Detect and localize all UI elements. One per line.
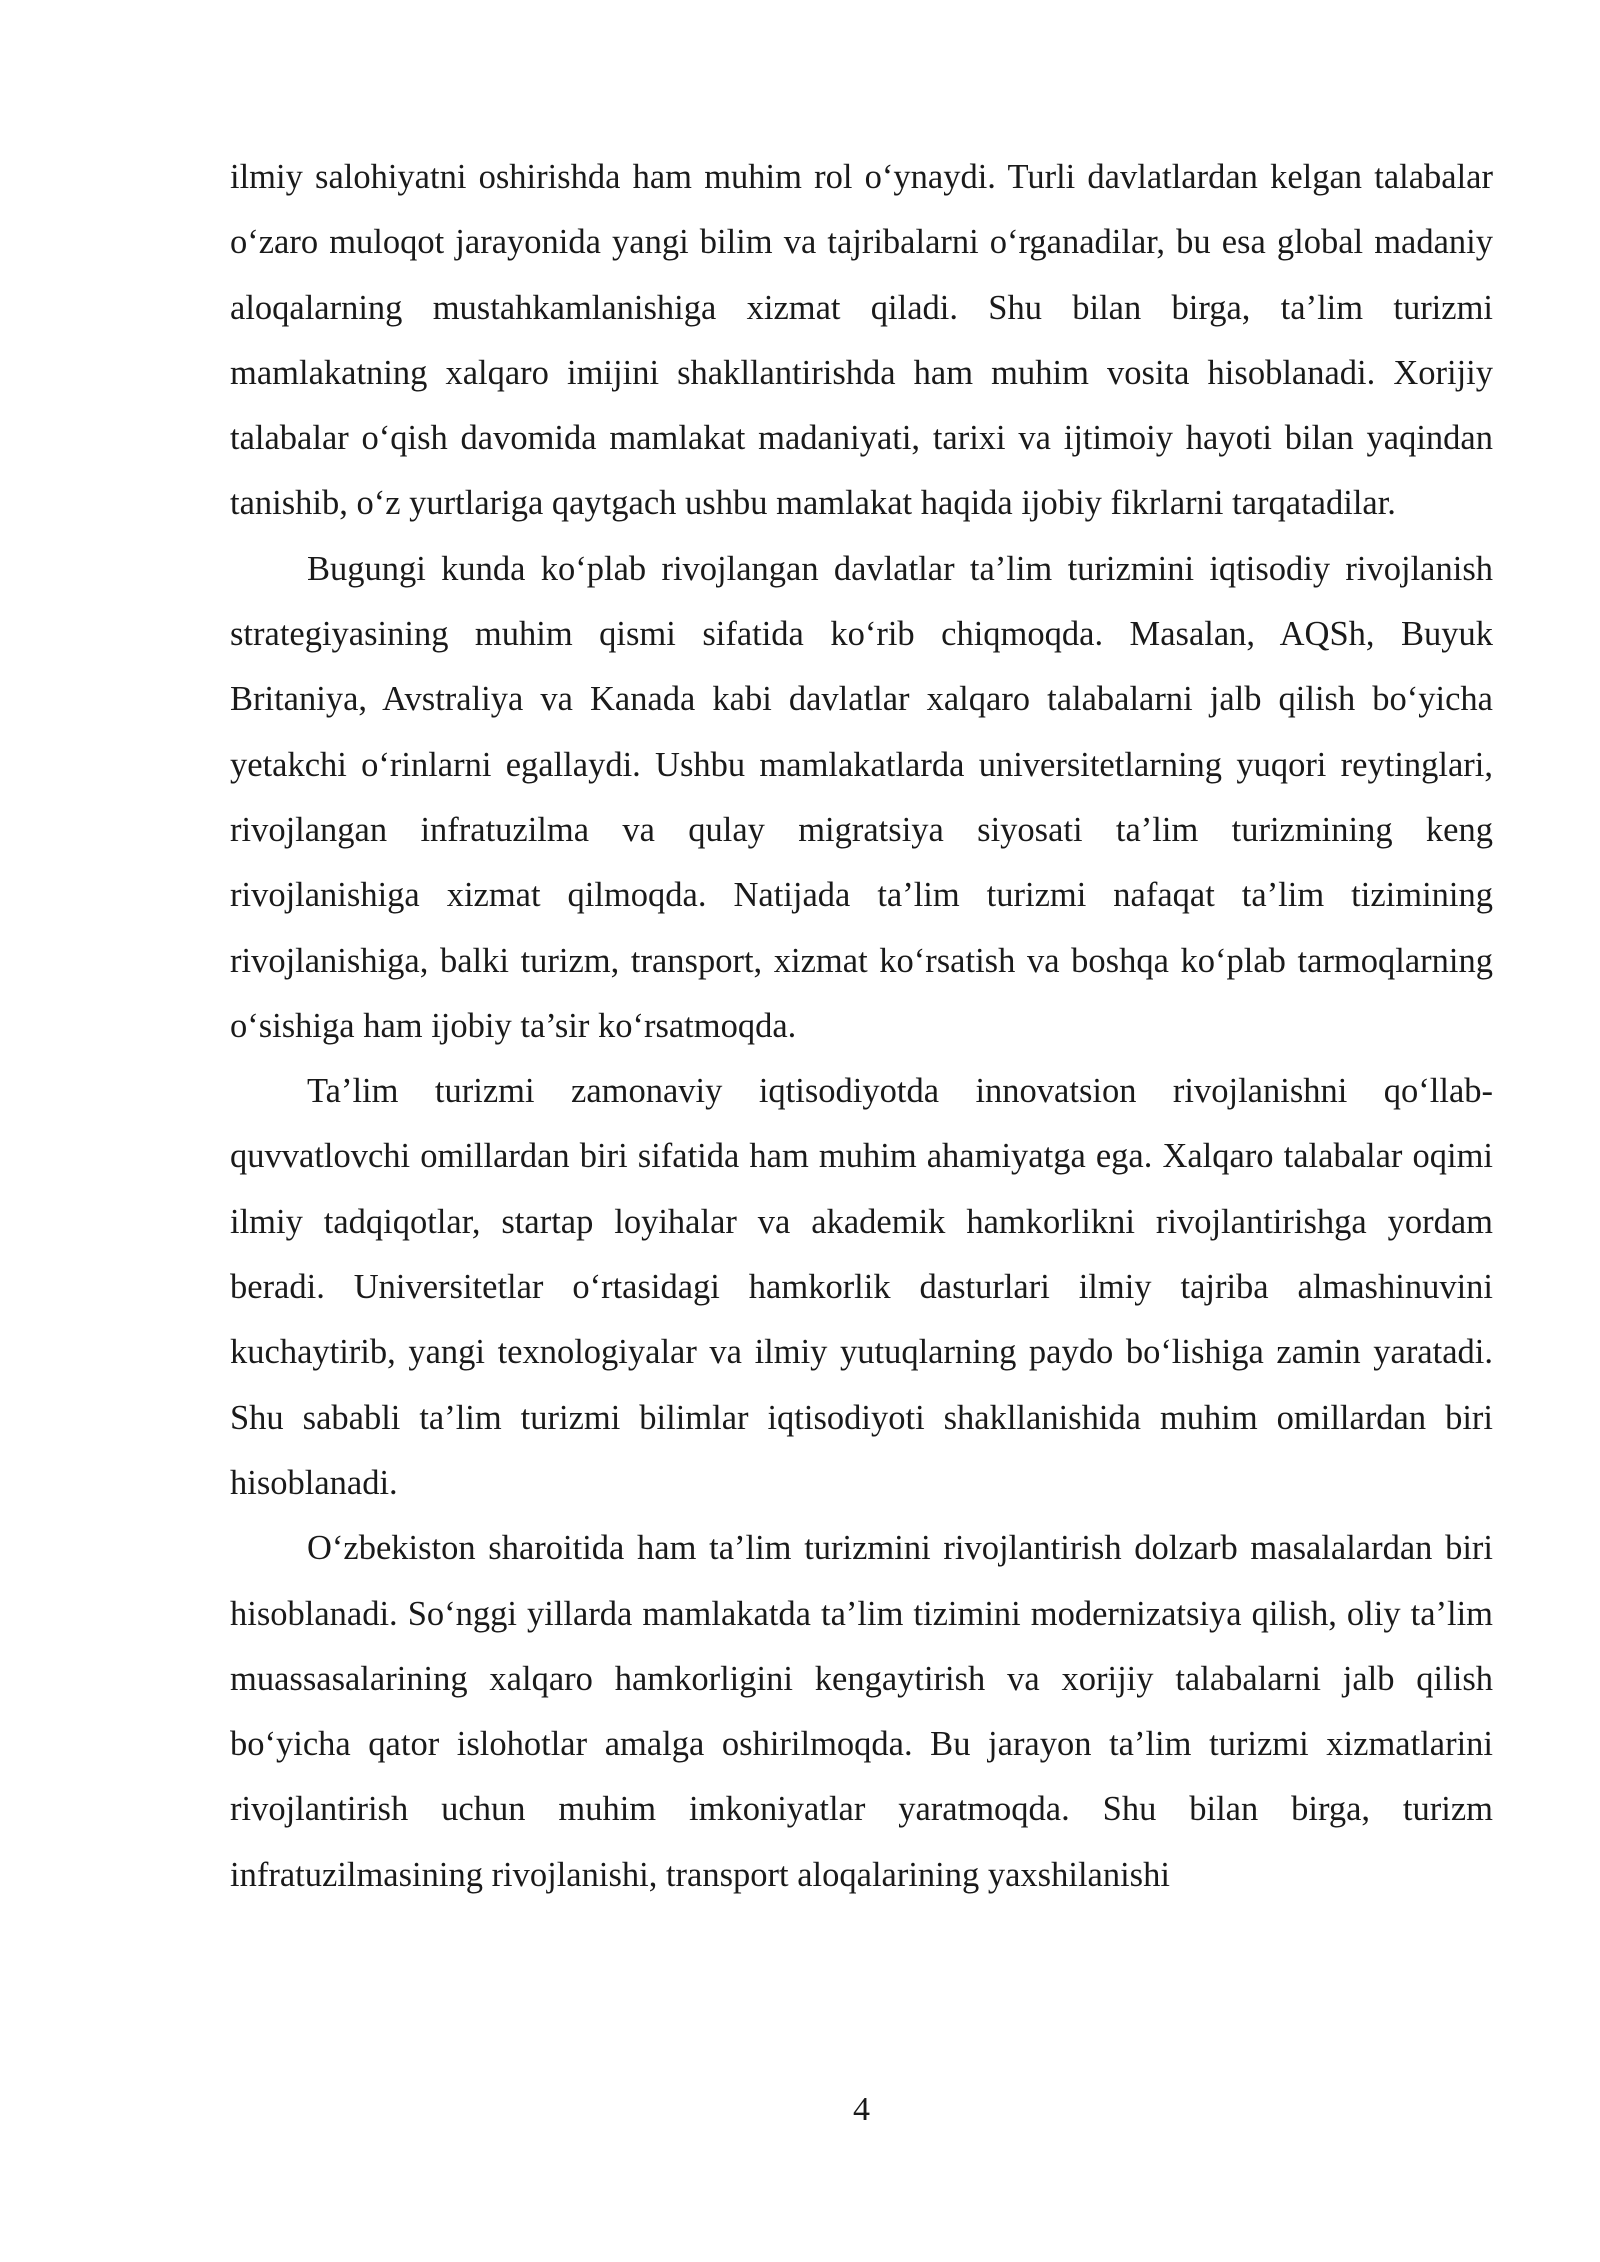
- page-number: 4: [853, 2091, 870, 2128]
- paragraph-developed-countries: Bugungi kunda ko‘plab rivojlangan davlatlar ta’lim turizmini iqtisodiy rivojlanish strategiyasining muhim qismi sifatida ko‘rib chiqmoqda. Masalan, AQSh, Buyuk Britaniya, Avstraliya va Kanada kabi davlatlar xalqaro talabalarni jalb qilish bo‘yicha yetakchi o‘rinlarni egallaydi. Ushbu mamlakatlarda universitetlarning yuqori reytinglari, rivojlangan infratuzilma va qulay migratsiya siyosati ta’lim turizmining keng rivojlanishiga xizmat qilmoqda. Natijada ta’lim turizmi nafaqat ta’lim tizimining rivojlanishiga, balki turizm, transport, xizmat ko‘rsatish va boshqa ko‘plab tarmoqlarning o‘sishiga ham ijobiy ta’sir ko‘rsatmoqda.: [230, 549, 1493, 1045]
- paragraph-continuation: ilmiy salohiyatni oshirishda ham muhim rol o‘ynaydi. Turli davlatlardan kelgan talabalar o‘zaro muloqot jarayonida yangi bilim va tajribalarni o‘rganadilar, bu esa global madaniy aloqalarning mustahkamlanishiga xizmat qiladi. Shu bilan birga, ta’lim turizmi mamlakatning xalqaro imijini shakllantirishda ham muhim vosita hisoblanadi. Xorijiy talabalar o‘qish davomida mamlakat madaniyati, tarixi va ijtimoiy hayoti bilan yaqindan tanishib, o‘z yurtlariga qaytgach ushbu mamlakat haqida ijobiy fikrlarni tarqatadilar.: [230, 158, 1493, 523]
- body-text: [230, 145, 1493, 1908]
- paragraph-innovation: Ta’lim turizmi zamonaviy iqtisodiyotda innovatsion rivojlanishni qo‘llab-quvvatlovchi omillardan biri sifatida ham muhim ahamiyatga ega. Xalqaro talabalar oqimi ilmiy tadqiqotlar, startap loyihalar va akademik hamkorlikni rivojlantirishga yordam beradi. Universitetlar o‘rtasidagi hamkorlik dasturlari ilmiy tajriba almashinuvini kuchaytirib, yangi texnologiyalar va ilmiy yutuqlarning paydo bo‘lishiga zamin yaratadi. Shu sababli ta’lim turizmi bilimlar iqtisodiyoti shakllanishida muhim omillardan biri hisoblanadi.: [230, 1072, 1493, 1502]
- paragraph-uzbekistan: O‘zbekiston sharoitida ham ta’lim turizmini rivojlantirish dolzarb masalalardan biri hisoblanadi. So‘nggi yillarda mamlakatda ta’lim tizimini modernizatsiya qilish, oliy ta’lim muassasalarining xalqaro hamkorligini kengaytirish va xorijiy talabalarni jalb qilish bo‘yicha qator islohotlar amalga oshirilmoqda. Bu jarayon ta’lim turizmi xizmatlarini rivojlantirish uchun muhim imkoniyatlar yaratmoqda. Shu bilan birga, turizm infratuzilmasining rivojlanishi, transport aloqalarining yaxshilanishi: [230, 1529, 1493, 1894]
